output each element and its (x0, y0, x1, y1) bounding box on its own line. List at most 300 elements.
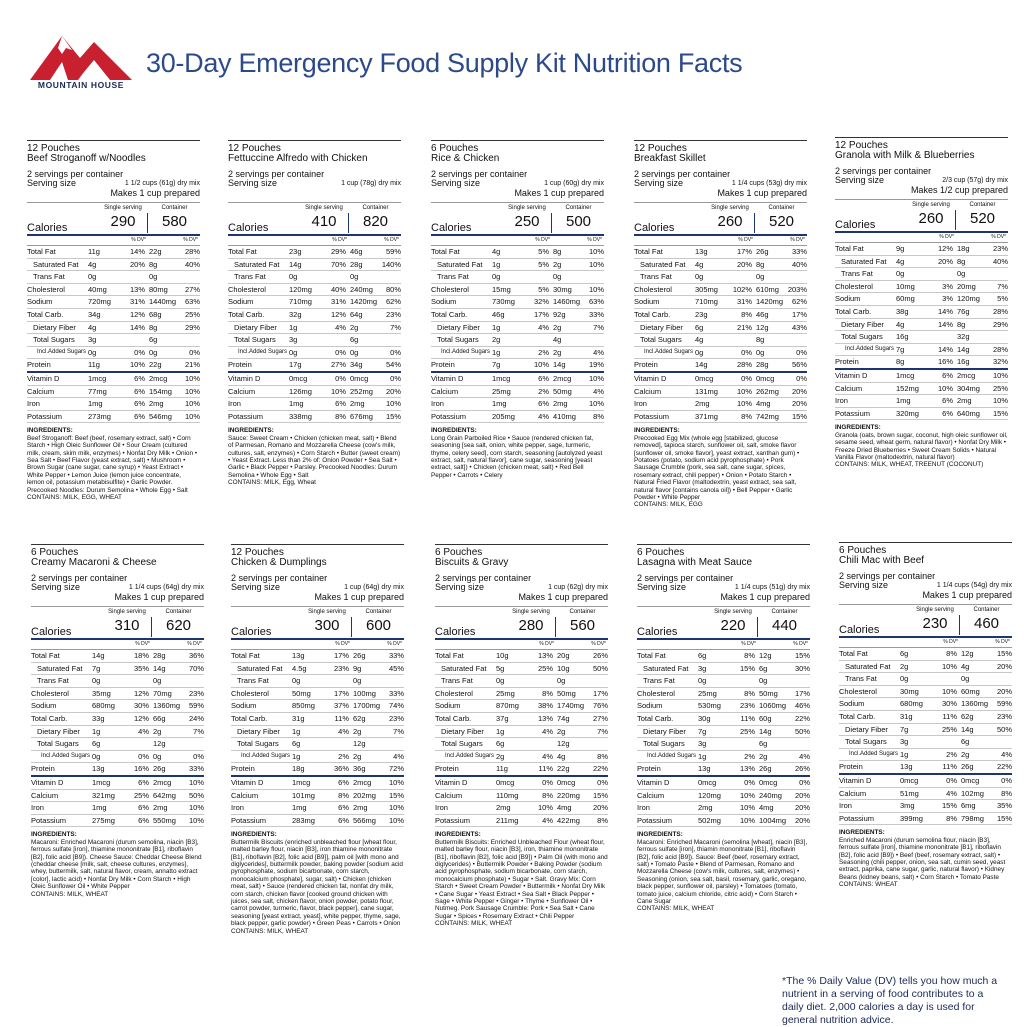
nutrient-name: Calcium (634, 386, 662, 396)
servings-label: servings per container (438, 169, 528, 179)
nutrient-amount: 1mcg (896, 370, 915, 380)
nutrient-amount: 550mg (153, 815, 176, 825)
nutrient-amount: 4mg (756, 399, 771, 409)
single-serving-header: Single serving (108, 609, 146, 615)
nutrient-row (31, 738, 204, 751)
nutrient-row (228, 398, 401, 411)
nutrient-amount: 4g (896, 319, 905, 329)
dv-label: % DV* (943, 639, 958, 645)
serving-size-label: Serving size (27, 178, 77, 188)
nutrient-dv: 5% (997, 294, 1008, 304)
ingredients-label: INGREDIENTS: (231, 831, 277, 839)
nutrient-amount: 10mg (896, 281, 915, 291)
nutrient-amount: 1g (496, 726, 505, 736)
divider (839, 542, 1012, 543)
prepared-amount: Makes 1 cup prepared (514, 188, 604, 198)
nutrient-dv: 12% (129, 309, 145, 319)
product-name: Creamy Macaroni & Cheese (31, 557, 157, 568)
nutrient-dv: 0% (597, 777, 608, 787)
nutrient-row (31, 751, 204, 764)
nutrient-amount: 10g (557, 663, 570, 673)
nutrient-row (835, 395, 1008, 408)
column-divider (147, 213, 148, 233)
nutrient-amount: 62g (961, 711, 974, 721)
nutrient-dv: 8% (946, 649, 957, 658)
nutrient-amount: 26g (961, 762, 974, 772)
pouch-count: 6 Pouches (637, 547, 685, 558)
nutrient-amount: 240mg (759, 790, 782, 800)
nutrient-row (435, 751, 608, 764)
serving-size-label: Serving size (435, 582, 485, 592)
column-divider (151, 617, 152, 637)
nutrient-row (228, 296, 401, 309)
nutrient-dv: 10% (739, 815, 755, 825)
nutrient-row (231, 790, 404, 803)
servings-label: servings per container (846, 571, 936, 581)
nutrient-row (839, 788, 1012, 801)
nutrient-dv: 10% (736, 399, 752, 409)
nutrient-row (31, 802, 204, 815)
nutrient-amount: 2mg (698, 803, 713, 813)
nutrient-name: Vitamin D (228, 373, 261, 383)
nutrient-dv: 72% (388, 764, 404, 774)
servings-count: 2 (634, 169, 640, 179)
nutrient-dv: 80% (385, 284, 401, 294)
nutrient-name: Total Carb. (27, 309, 64, 319)
nutrient-amount: 16g (896, 332, 909, 342)
nutrient-dv: 5% (538, 247, 549, 256)
nutrient-dv: 16% (133, 764, 149, 774)
nutrient-name: Potassium (435, 815, 471, 825)
nutrient-amount: 7g (698, 726, 707, 736)
nutrient-row (634, 373, 807, 386)
nutrient-dv: 3% (942, 294, 953, 304)
nutrient-amount: 31g (900, 711, 913, 721)
nutrient-amount: 1g (492, 347, 501, 357)
nutrient-dv: 5% (538, 284, 549, 294)
nutrient-dv: 6% (942, 396, 953, 406)
ingredients-label: INGREDIENTS: (839, 829, 885, 837)
ingredients-text: Buttermilk Biscuits: Enriched Unbleached Flour (wheat flour, malted barley flour, niacin [B3], iron, thiamine mononitrate [B1], riboflavin [B2], folic acid [B9]) • Palm Oil (with mono and diglycerides) • Buttermilk Powder • Baking Powder (sodium acid pyrophosphate, sodium bicarbonate, corn starch, monocalcium phosphate) • Sugar • Salt. Gravy Mix: Corn Starch • Sweet Cream Powder • Buttermilk • Nonfat Dry Milk • Cane Sugar • Yeast Extract • Sea Salt • Black Pepper • Sage • White Pepper • Ginger • Thyme • Sunflower Oil • Nutmeg. Pork Sausage Crumble: Pork • Sea Salt • Cane Sugar • Spices • Rosemary Extract • Chili Pepper (435, 838, 608, 920)
nutrient-row (431, 334, 604, 347)
nutrient-amount: 26g (759, 764, 772, 774)
calories-label: Calories (435, 626, 476, 638)
nutrient-dv: 14% (937, 344, 953, 354)
nutrient-name: Total Sugars (640, 335, 682, 345)
nutrient-amount: 870mg (496, 701, 519, 711)
nutrient-row (435, 713, 608, 726)
nutrient-dv: 4% (542, 751, 553, 761)
nutrient-amount: 4.5g (292, 663, 307, 673)
nutrient-row (231, 650, 404, 663)
nutrient-dv: 15% (941, 801, 957, 811)
nutrient-amount: 273mg (88, 411, 111, 421)
nutrient-amount: 2g (353, 726, 362, 736)
nutrient-dv: 10% (736, 386, 752, 396)
nutrient-name: Incl.Added Sugars (441, 348, 491, 355)
nutrient-name: Cholesterol (435, 688, 473, 698)
nutrient-amount: 1460mg (553, 297, 581, 307)
nutrient-name: Trans Fat (643, 676, 675, 686)
product-name: Beef Stroganoff w/Noodles (27, 153, 146, 164)
nutrient-amount: 131mg (695, 386, 718, 396)
nutrient-amount: 211mg (496, 815, 519, 825)
nutrient-dv: 33% (388, 651, 404, 660)
nutrient-dv: 36% (333, 764, 349, 774)
nutrient-row (27, 347, 200, 360)
nutrient-dv: 23% (188, 688, 204, 698)
nutrient-dv: 14% (129, 247, 145, 256)
nutrient-amount: 11g (88, 247, 100, 256)
nutrient-amount: 6g (92, 739, 101, 749)
nutrient-name: Sodium (231, 701, 257, 711)
nutrient-amount: 12g (759, 651, 772, 660)
divider (228, 140, 401, 141)
nutrient-name: Calcium (228, 386, 256, 396)
nutrient-name: Dietary Fiber (237, 726, 280, 736)
nutrient-name: Cholesterol (431, 284, 469, 294)
nutrient-dv: 12% (133, 688, 149, 698)
nutrient-dv: 2% (538, 386, 549, 396)
nutrient-dv: 29% (184, 322, 200, 332)
servings-label: servings per container (235, 169, 325, 179)
nutrient-amount: 0g (957, 269, 966, 279)
allergen-statement: CONTAINS: MILK, WHEAT (637, 905, 715, 913)
nutrient-name: Total Carb. (31, 713, 68, 723)
calories-container: 440 (771, 617, 798, 634)
serving-size-label: Serving size (839, 580, 889, 590)
nutrient-amount: 13g (900, 762, 913, 772)
nutrient-row (634, 309, 807, 322)
nutrient-name: Sodium (839, 699, 865, 709)
nutrient-dv: 27% (184, 284, 200, 294)
nutrient-dv: 27% (330, 360, 346, 370)
nutrient-name: Dietary Fiber (845, 724, 888, 734)
nutrient-amount: 92g (553, 309, 566, 319)
nutrient-amount: 26g (756, 247, 769, 256)
servings-count: 2 (27, 169, 33, 179)
nutrient-amount: 1420mg (350, 297, 378, 307)
nutrient-amount: 120mg (957, 294, 980, 304)
nutrient-name: Calcium (431, 386, 459, 396)
calories-container: 820 (362, 213, 389, 230)
nutrient-dv: 10% (739, 803, 755, 813)
nutrient-dv: 28% (992, 306, 1008, 316)
nutrient-amount: 0mcg (695, 373, 714, 383)
nutrient-dv: 10% (588, 247, 604, 256)
nutrient-row (435, 700, 608, 713)
nutrient-dv: 0% (193, 751, 204, 761)
nutrient-amount: 26g (353, 651, 366, 660)
nutrient-name: Potassium (31, 815, 67, 825)
allergen-statement: CONTAINS: MILK, EGG (634, 501, 703, 509)
nutrient-dv: 2% (744, 751, 755, 761)
nutrition-panel (27, 140, 200, 501)
nutrient-amount: 2mg (957, 396, 972, 406)
nutrient-amount: 1mg (492, 399, 507, 409)
nutrient-dv: 50% (592, 663, 608, 673)
nutrient-dv: 0% (796, 373, 807, 383)
nutrient-name: Protein (231, 764, 255, 774)
nutrient-name: Iron (637, 803, 650, 813)
nutrient-row (835, 243, 1008, 256)
nutrient-dv: 70% (330, 259, 346, 269)
nutrient-amount: 8g (756, 259, 765, 269)
nutrient-name: Cholesterol (228, 284, 266, 294)
nutrient-row (435, 815, 608, 828)
nutrient-row (637, 663, 810, 676)
nutrient-amount: 80mg (149, 284, 168, 294)
column-divider (955, 210, 956, 230)
ingredients-label: INGREDIENTS: (637, 831, 683, 839)
nutrient-row (31, 650, 204, 663)
calories-container: 500 (565, 213, 592, 230)
nutrient-amount: 0g (88, 347, 97, 357)
nutrient-dv: 0% (335, 347, 346, 357)
nutrient-amount: 6g (292, 739, 301, 749)
nutrient-row (231, 688, 404, 701)
nutrient-row (634, 259, 807, 272)
nutrient-amount: 6g (695, 322, 704, 332)
nutrient-amount: 1360mg (153, 701, 181, 711)
nutrient-amount: 77mg (88, 386, 107, 396)
nutrient-amount: 14g (92, 651, 105, 660)
nutrient-dv: 8% (744, 651, 755, 660)
nutrient-amount: 30g (698, 713, 711, 723)
nutrient-dv: 10% (941, 661, 957, 671)
nutrient-amount: 12g (756, 322, 769, 332)
nutrient-row (31, 763, 204, 777)
nutrient-amount: 0g (289, 272, 298, 282)
nutrient-dv: 2% (338, 751, 349, 761)
nutrient-name: Vitamin D (27, 373, 60, 383)
nutrient-dv: 12% (330, 309, 346, 319)
nutrient-dv: 8% (597, 815, 608, 825)
nutrient-amount: 6g (961, 737, 970, 747)
nutrient-name: Vitamin D (431, 373, 464, 383)
nutrient-name: Protein (634, 360, 658, 370)
container-header: Container (973, 607, 1000, 613)
nutrient-amount: 4g (88, 322, 97, 332)
nutrient-amount: 3mg (900, 801, 915, 811)
nutrient-row (839, 673, 1012, 686)
nutrition-panel (839, 542, 1012, 889)
nutrient-amount: 2mg (149, 399, 164, 409)
nutrient-dv: 11% (740, 713, 755, 723)
nutrient-dv: 4% (593, 386, 604, 396)
nutrient-amount: 410mg (553, 411, 576, 421)
nutrient-row (435, 790, 608, 803)
nutrient-row (634, 271, 807, 284)
nutrient-dv: 20% (736, 259, 752, 269)
nutrient-name: Total Fat (31, 651, 60, 660)
serving-info (634, 170, 807, 198)
nutrient-amount: 0g (289, 347, 298, 357)
nutrient-row (31, 700, 204, 713)
pouch-count: 12 Pouches (835, 140, 888, 151)
nutrient-amount: 46g (350, 247, 363, 256)
ingredients-label: INGREDIENTS: (435, 831, 481, 839)
divider (31, 544, 204, 545)
nutrient-row (431, 271, 604, 284)
servings-count: 2 (835, 166, 841, 176)
nutrient-name: Potassium (431, 411, 467, 421)
serving-info (431, 170, 604, 198)
nutrient-amount: 2g (353, 751, 362, 761)
nutrient-row (435, 688, 608, 701)
product-name: Rice & Chicken (431, 153, 500, 164)
nutrient-amount: 205mg (492, 411, 515, 421)
nutrient-dv: 10% (184, 399, 200, 409)
nutrient-dv: 4% (593, 347, 604, 357)
nutrient-dv: 6% (138, 815, 149, 825)
nutrient-dv: 6% (338, 777, 349, 787)
serving-size-value: 1 1/4 cups (51g) dry mix (734, 584, 810, 591)
column-divider (551, 213, 552, 233)
nutrient-name: Saturated Fat (841, 256, 887, 266)
nutrient-dv: 59% (996, 699, 1012, 709)
nutrient-amount: 4g (695, 259, 704, 269)
nutrient-dv: 6% (138, 777, 149, 787)
nutrient-dv: 25% (739, 726, 755, 736)
nutrient-dv: 33% (188, 764, 204, 774)
dv-label: % DV* (387, 641, 402, 647)
nutrient-amount: 46g (756, 309, 769, 319)
nutrient-amount: 1g (492, 259, 501, 269)
nutrient-row (634, 398, 807, 411)
nutrient-name: Cholesterol (835, 281, 873, 291)
divider (231, 544, 404, 545)
calories-row (31, 616, 204, 640)
nutrient-dv: 62% (791, 297, 807, 307)
nutrient-row (435, 763, 608, 777)
calories-row (835, 209, 1008, 233)
nutrient-amount: 0g (496, 676, 505, 686)
nutrient-amount: 2mcg (553, 373, 572, 383)
nutrient-name: Sodium (27, 297, 53, 307)
nutrient-row (835, 331, 1008, 344)
nutrient-row (835, 319, 1008, 332)
servings-label: servings per container (644, 573, 734, 583)
nutrient-name: Total Carb. (431, 309, 468, 319)
nutrient-amount: 2mg (695, 399, 710, 409)
allergen-statement: CONTAINS: MILK, WHEAT (231, 927, 309, 935)
column-headers (839, 605, 1012, 614)
nutrient-amount: 12g (353, 739, 366, 749)
nutrient-dv: 2% (538, 347, 549, 357)
nutrient-row (31, 777, 204, 790)
nutrient-amount: 0g (756, 347, 765, 357)
nutrient-name: Total Fat (27, 247, 56, 256)
nutrient-name: Trans Fat (33, 272, 65, 282)
nutrient-dv: 4% (946, 788, 957, 798)
nutrient-row (228, 386, 401, 399)
dv-label: % DV* (539, 641, 554, 647)
nutrient-dv: 0% (796, 347, 807, 357)
calories-label: Calories (634, 222, 675, 234)
nutrient-name: Vitamin D (231, 777, 264, 787)
page-title: 30-Day Emergency Food Supply Kit Nutrition Facts (146, 48, 743, 78)
nutrient-amount: 2g (557, 726, 566, 736)
nutrient-amount: 2g (759, 751, 768, 761)
nutrient-name: Saturated Fat (441, 663, 487, 673)
nutrient-name: Trans Fat (234, 272, 266, 282)
nutrient-name: Saturated Fat (234, 259, 280, 269)
serving-size-value: 1 cup (64g) dry mix (344, 584, 404, 591)
ingredients-block (31, 831, 204, 898)
nutrition-panel (435, 544, 608, 928)
nutrient-amount: 798mg (961, 813, 984, 823)
nutrient-amount: 8g (957, 256, 966, 266)
nutrient-dv: 24% (188, 713, 204, 723)
nutrient-amount: 4g (492, 247, 501, 256)
serving-size-value: 1 cup (78g) dry mix (341, 180, 401, 187)
nutrient-amount: 0mcg (756, 373, 775, 383)
nutrient-amount: 283mg (292, 815, 315, 825)
nutrient-row (634, 359, 807, 373)
nutrient-amount: 2mcg (149, 373, 168, 383)
nutrient-dv: 4% (138, 726, 149, 736)
nutrient-amount: 6g (698, 651, 707, 660)
nutrient-amount: 2g (350, 322, 359, 332)
ingredients-label: INGREDIENTS: (228, 427, 274, 435)
nutrient-name: Vitamin D (435, 777, 468, 787)
nutrient-dv: 17% (333, 651, 349, 660)
nutrient-dv: 14% (937, 306, 953, 316)
nutrient-row (839, 775, 1012, 788)
column-headers (431, 203, 604, 212)
nutrient-dv: 7% (393, 726, 404, 736)
nutrient-dv: 15% (388, 790, 404, 800)
prepared-amount (228, 189, 401, 198)
nutrient-name: Protein (637, 764, 661, 774)
nutrient-row (637, 700, 810, 713)
nutrient-amount: 1360mg (961, 699, 989, 709)
nutrient-row (431, 359, 604, 373)
nutrient-amount: 11g (496, 764, 508, 774)
nutrient-name: Cholesterol (231, 688, 269, 698)
nutrient-row (835, 344, 1008, 357)
nutrition-panel (637, 544, 810, 913)
dv-header-row (431, 236, 604, 246)
nutrient-amount: 2g (153, 726, 162, 736)
nutrient-dv: 35% (133, 663, 149, 673)
nutrient-name: Incl.Added Sugars (647, 752, 697, 759)
nutrient-name: Potassium (839, 813, 875, 823)
nutrient-amount: 3g (900, 737, 909, 747)
nutrient-dv: 19% (588, 360, 604, 370)
nutrient-dv: 10% (188, 777, 204, 787)
servings-count: 2 (228, 169, 234, 179)
nutrient-dv: 12% (937, 244, 953, 253)
divider (637, 544, 810, 545)
nutrient-name: Total Sugars (33, 335, 75, 345)
nutrient-amount: 100mg (353, 688, 376, 698)
nutrient-dv: 20% (791, 386, 807, 396)
nutrient-amount: 0g (553, 272, 562, 282)
nutrient-amount: 1700mg (353, 701, 381, 711)
nutrient-amount: 20g (557, 651, 570, 660)
nutrient-name: Incl.Added Sugars (845, 345, 895, 352)
dv-label: % DV* (135, 641, 150, 647)
nutrient-dv: 0% (744, 777, 755, 787)
nutrient-dv: 20% (794, 803, 810, 813)
nutrient-name: Total Sugars (237, 739, 279, 749)
nutrient-row (31, 726, 204, 739)
nutrient-amount: 70mg (153, 688, 172, 698)
nutrient-dv: 10% (992, 370, 1008, 380)
nutrient-dv: 10% (188, 815, 204, 825)
